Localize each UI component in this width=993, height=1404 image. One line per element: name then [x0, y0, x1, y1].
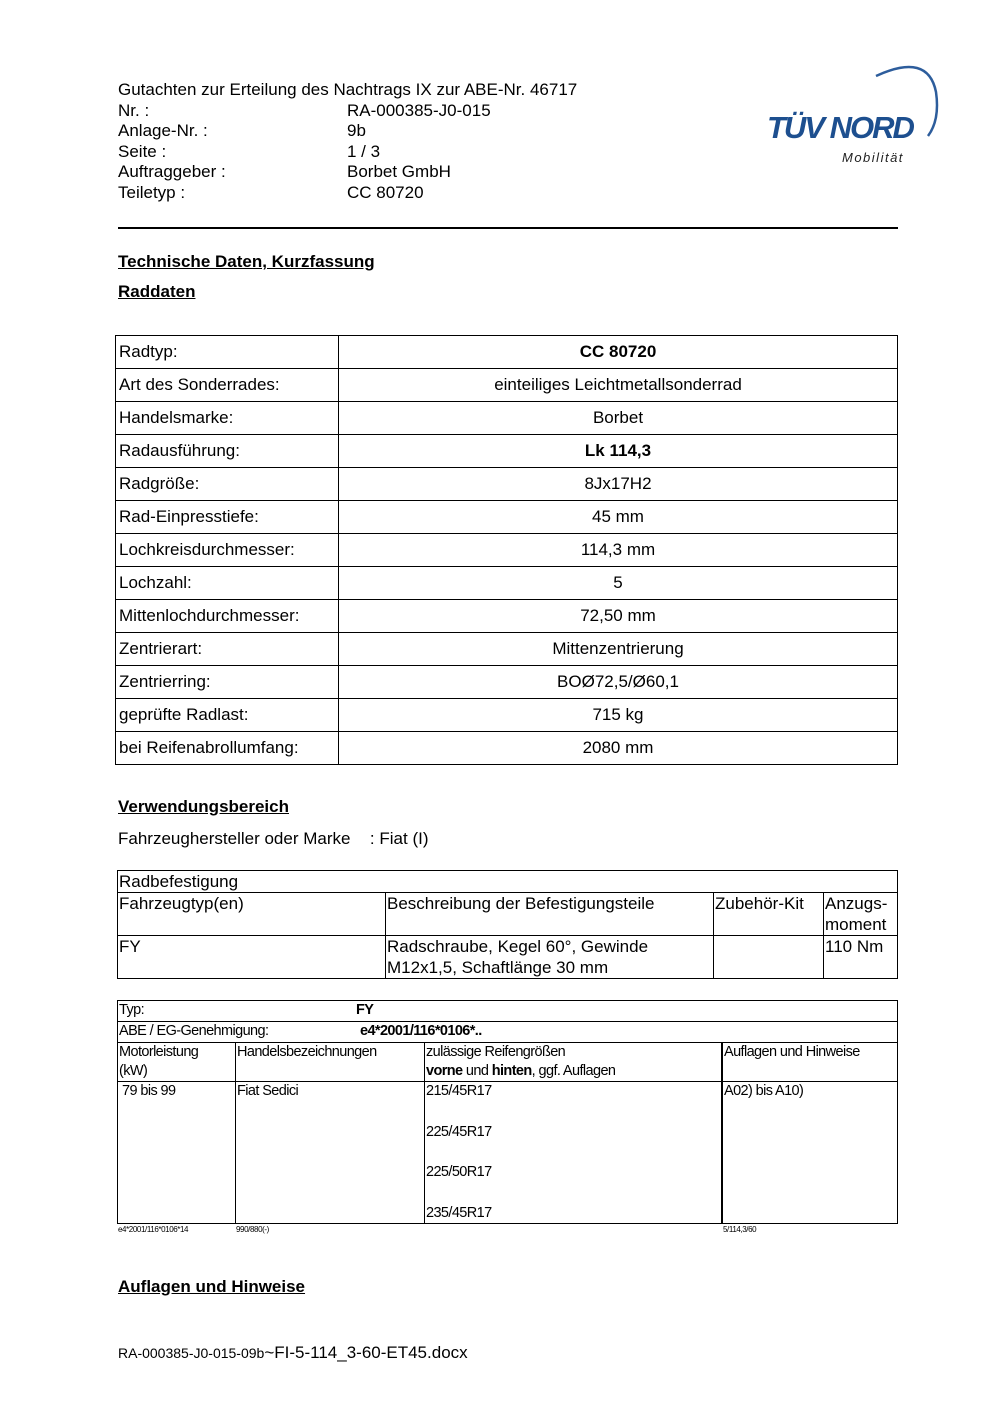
header-row-nr	[118, 101, 577, 122]
row-value: Lk 114,3	[339, 435, 898, 468]
row-label: geprüfte Radlast:	[116, 699, 339, 732]
typ-value: FY	[356, 1002, 374, 1018]
row-value: 114,3 mm	[339, 534, 898, 567]
footnote-abe: e4*2001/116*0106*14	[118, 1225, 189, 1234]
header-label: Auftraggeber :	[118, 162, 226, 182]
row-label: Lochzahl:	[116, 567, 339, 600]
header-row-teiletyp	[118, 183, 577, 204]
und-label: und	[462, 1063, 492, 1079]
manufacturer-label: Fahrzeughersteller oder Marke	[118, 829, 351, 848]
column-header-line: Anzugs-	[825, 894, 888, 913]
table-row	[118, 1001, 898, 1022]
table-header-row	[118, 893, 898, 936]
manufacturer-value: Fiat (I)	[379, 829, 429, 848]
cell-line: M12x1,5, Schaftlänge 30 mm	[387, 958, 609, 977]
cell-anzugsmoment: 110 Nm	[824, 936, 898, 979]
table-row	[118, 936, 898, 979]
row-value: BOØ72,5/Ø60,1	[339, 666, 898, 699]
tuev-nord-logo	[760, 58, 950, 170]
row-value: Mittenzentrierung	[339, 633, 898, 666]
vorne-label: vorne	[426, 1063, 463, 1079]
header-label: Nr. :	[118, 100, 150, 120]
header-row-seite	[118, 142, 577, 163]
row-label: Radtyp:	[116, 336, 339, 369]
row-label: Mittenlochdurchmesser:	[116, 600, 339, 633]
table-row	[116, 501, 898, 534]
typ-label: Typ:	[119, 1002, 144, 1018]
row-value: Borbet	[339, 402, 898, 435]
row-label: Radausführung:	[116, 435, 339, 468]
row-value: 72,50 mm	[339, 600, 898, 633]
abe-cell	[118, 1022, 898, 1043]
table-row	[116, 369, 898, 402]
row-value: 8Jx17H2	[339, 468, 898, 501]
column-header-line: moment	[825, 915, 887, 934]
tire-size: 235/45R17	[426, 1204, 492, 1221]
row-value: einteiliges Leichtmetallsonderrad	[339, 369, 898, 402]
cell-fahrzeugtyp: FY	[118, 936, 386, 979]
row-label: Handelsmarke:	[116, 402, 339, 435]
manufacturer-line	[118, 829, 429, 849]
typ-cell	[118, 1001, 898, 1022]
footnote-weights: 990/880(-)	[236, 1225, 269, 1234]
header-label: Seite :	[118, 141, 167, 161]
document-header	[118, 80, 577, 204]
header-value: Borbet GmbH	[347, 162, 451, 182]
table-row	[118, 1082, 898, 1224]
header-label: Anlage-Nr. :	[118, 121, 208, 141]
header-row-anlage	[118, 121, 577, 142]
table-row	[116, 633, 898, 666]
page-footer	[118, 1343, 468, 1363]
header-label: Teiletyp :	[118, 182, 186, 202]
row-value: 2080 mm	[339, 732, 898, 765]
header-value: RA-000385-J0-015	[347, 100, 491, 120]
raddaten-table	[115, 335, 898, 765]
column-header-line: (kW)	[119, 1063, 148, 1079]
section-heading-technische-daten: Technische Daten, Kurzfassung	[118, 252, 375, 271]
table-row	[116, 567, 898, 600]
section-heading-auflagen: Auflagen und Hinweise	[118, 1277, 306, 1296]
column-header	[824, 893, 898, 936]
column-header: Handelsbezeichnungen	[236, 1043, 425, 1082]
table-title: Radbefestigung	[118, 871, 898, 893]
cell-line: Radschraube, Kegel 60°, Gewinde	[387, 937, 649, 956]
table-row	[116, 534, 898, 567]
row-label: bei Reifenabrollumfang:	[116, 732, 339, 765]
cell-auflagen: A02) bis A10)	[722, 1082, 898, 1224]
column-header-line: Motorleistung	[119, 1044, 199, 1060]
tire-size: 225/50R17	[426, 1164, 492, 1180]
row-value: CC 80720	[339, 336, 898, 369]
row-label: Rad-Einpresstiefe:	[116, 501, 339, 534]
header-value: CC 80720	[347, 182, 424, 202]
tire-size: 215/45R17	[426, 1083, 492, 1099]
table-row	[118, 871, 898, 893]
column-header: Zubehör-Kit	[714, 893, 824, 936]
table-row	[116, 600, 898, 633]
table-header-row	[118, 1043, 898, 1082]
column-header	[118, 1043, 236, 1082]
row-label: Lochkreisdurchmesser:	[116, 534, 339, 567]
column-header-line	[426, 1062, 721, 1081]
header-row-auftraggeber	[118, 162, 577, 183]
cell-reifengroessen	[425, 1082, 723, 1224]
cell-motorleistung: 79 bis 99	[118, 1082, 236, 1224]
column-header: Beschreibung der Befestigungsteile	[386, 893, 714, 936]
auflagen-suffix: , ggf. Auflagen	[531, 1063, 616, 1079]
table-row	[116, 666, 898, 699]
column-header-line: zulässige Reifengrößen	[426, 1044, 566, 1060]
radbefestigung-table	[117, 870, 898, 979]
logo-brand: TÜV NORD	[767, 110, 913, 145]
section-heading-verwendungsbereich: Verwendungsbereich	[118, 797, 289, 816]
footer-file-name: ~FI-5-114_3-60-ET45.docx	[264, 1343, 468, 1362]
table-row	[116, 336, 898, 369]
row-value: 45 mm	[339, 501, 898, 534]
header-value: 9b	[347, 121, 366, 141]
cell-zubehoer-kit	[714, 936, 824, 979]
table-row	[116, 435, 898, 468]
row-value: 715 kg	[339, 699, 898, 732]
abe-label: ABE / EG-Genehmigung:	[119, 1023, 269, 1039]
column-header	[425, 1043, 723, 1082]
column-header: Auflagen und Hinweise	[722, 1043, 898, 1082]
row-value: 5	[339, 567, 898, 600]
table-row	[116, 402, 898, 435]
table-row	[116, 699, 898, 732]
cell-beschreibung	[386, 936, 714, 979]
section-heading-raddaten: Raddaten	[118, 282, 196, 301]
report-title: Gutachten zur Erteilung des Nachtrags IX zur ABE-Nr. 46717	[118, 80, 578, 99]
row-label: Zentrierring:	[116, 666, 339, 699]
table-row	[116, 732, 898, 765]
manufacturer-separator: :	[369, 829, 375, 848]
table-row	[116, 468, 898, 501]
row-label: Art des Sonderrades:	[116, 369, 339, 402]
footer-doc-id: RA-000385-J0-015-09b	[118, 1345, 265, 1361]
header-value: 1 / 3	[347, 141, 381, 161]
hinten-label: hinten	[491, 1063, 532, 1079]
footnote-bolt-pattern: 5/114,3/60	[723, 1225, 757, 1234]
table-row	[118, 1022, 898, 1043]
header-divider	[118, 227, 898, 229]
row-label: Radgröße:	[116, 468, 339, 501]
row-label: Zentrierart:	[116, 633, 339, 666]
logo-subtitle: Mobilität	[842, 150, 904, 165]
column-header: Fahrzeugtyp(en)	[118, 893, 386, 936]
fahrzeug-table	[117, 1000, 898, 1224]
tire-size: 225/45R17	[426, 1123, 492, 1140]
cell-handelsbezeichnung: Fiat Sedici	[236, 1082, 425, 1224]
abe-value: e4*2001/116*0106*..	[360, 1023, 482, 1039]
